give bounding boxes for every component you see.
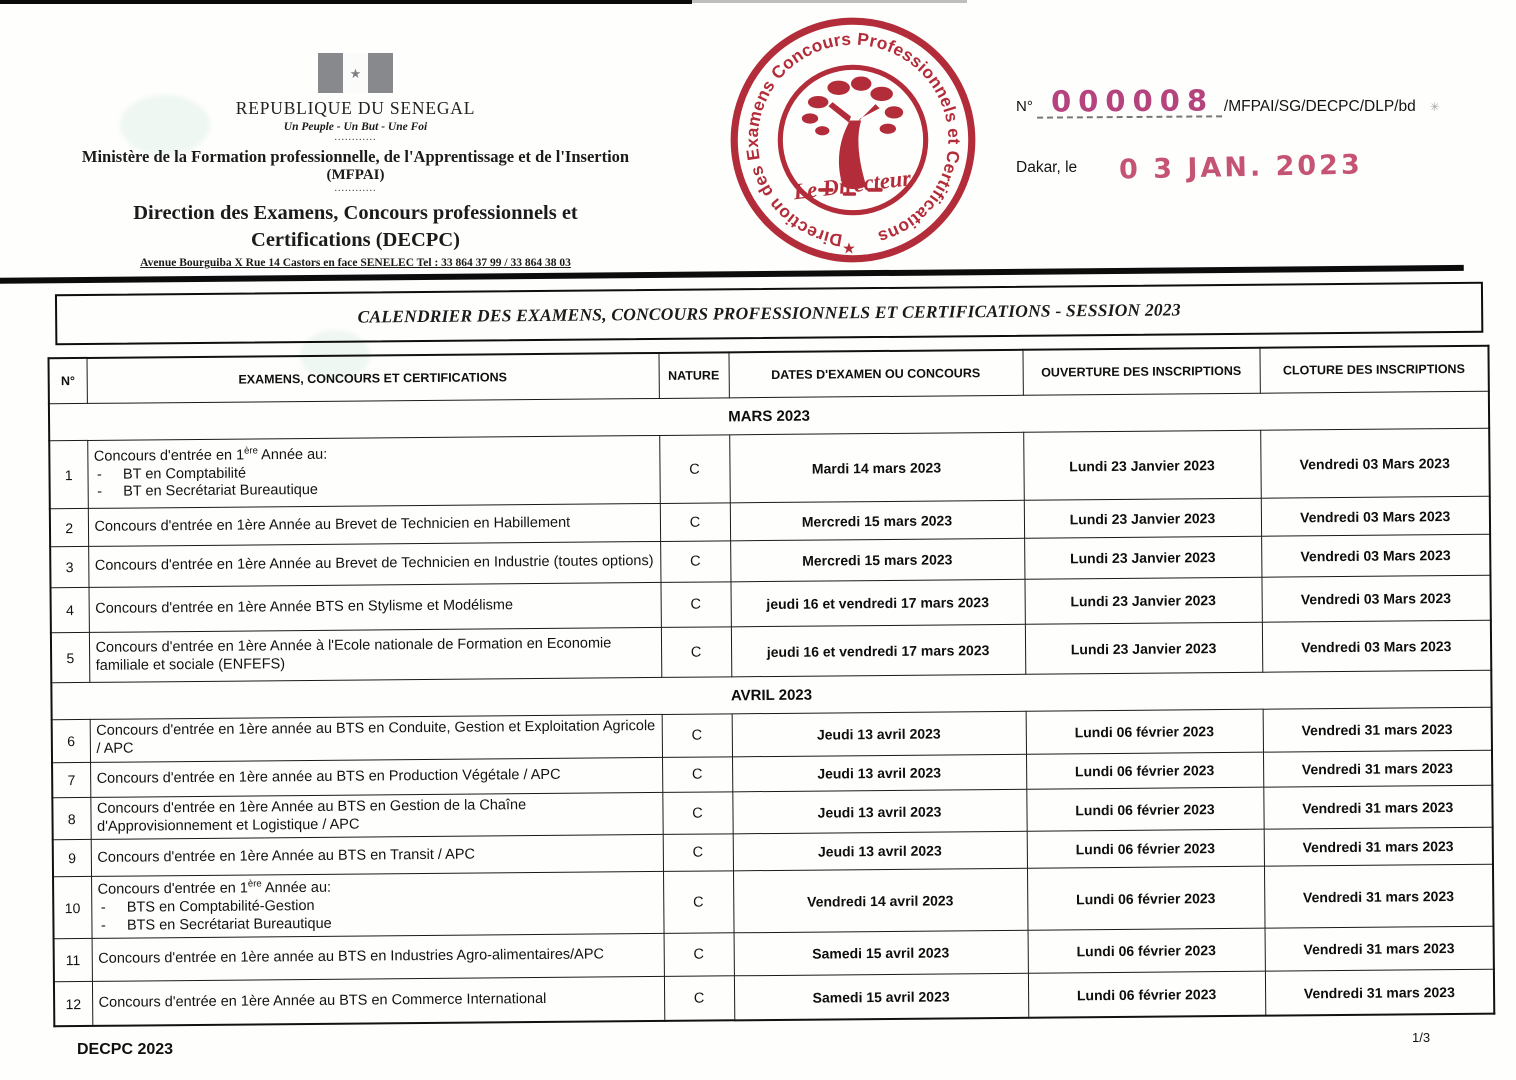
page-number: 1/3 (1412, 1030, 1431, 1045)
opening-date-cell: Lundi 06 février 2023 (1026, 752, 1263, 789)
row-number: 4 (51, 587, 89, 632)
section-header: MARS 2023 (49, 391, 1489, 441)
col-header-exam-dates: DATES D'EXAMEN OU CONCOURS (728, 350, 1022, 398)
exam-label: Concours d'entrée en 1ère Année BTS en Stylisme et Modélisme (95, 597, 514, 618)
row-number: 7 (52, 762, 90, 797)
opening-date-cell: Lundi 06 février 2023 (1027, 830, 1264, 869)
exam-date-cell: Samedi 15 avril 2023 (734, 974, 1028, 1021)
opening-date-cell: Lundi 23 Janvier 2023 (1023, 430, 1261, 500)
section-header: AVRIL 2023 (51, 670, 1491, 720)
closing-date-cell: Vendredi 31 mars 2023 (1264, 828, 1493, 867)
city-label: Dakar, le (1016, 158, 1078, 176)
document-title: CALENDRIER DES EXAMENS, CONCOURS PROFESSIONNELS ET CERTIFICATIONS - SESSION 2023 (357, 299, 1181, 327)
closing-date-cell: Vendredi 31 mars 2023 (1263, 707, 1492, 752)
ministry-name: Ministère de la Formation professionnelle, de l'Apprentissage et de l'Insertion (81, 147, 630, 166)
exam-name-cell (90, 792, 662, 839)
exam-date-cell: jeudi 16 et vendredi 17 mars 2023 (730, 579, 1024, 627)
thick-divider-line (0, 265, 1464, 284)
exam-sub-item: - BT en Secrétariat Bureautique (97, 482, 319, 501)
faint-asterisk-mark: ✳ (1429, 100, 1440, 114)
footer-decpc: DECPC 2023 (77, 1041, 174, 1058)
exam-sub-item: - BTS en Secrétariat Bureautique (100, 915, 332, 934)
stamp-center-text: Le Directeur (791, 165, 913, 205)
exam-name-cell (90, 714, 662, 762)
closing-date-cell: Vendredi 31 mars 2023 (1263, 785, 1492, 829)
opening-date-cell: Lundi 23 Janvier 2023 (1024, 498, 1261, 538)
row-number: 1 (49, 440, 88, 508)
direction-line1: Direction des Examens, Concours professionnels et (133, 202, 578, 224)
ministry-acronym: (MFPAI) (326, 167, 385, 183)
exam-label: Concours d'entrée en 1ère Année au BTS en Gestion de la Chaîne d'Approvisionnement et Logistique / APC (96, 797, 527, 835)
nature-cell: C (663, 871, 734, 933)
row-number: 8 (52, 797, 90, 840)
row-number: 12 (54, 982, 92, 1026)
closing-date-cell: Vendredi 03 Mars 2023 (1261, 534, 1490, 577)
row-number: 6 (52, 719, 90, 762)
col-header-exams: EXAMENS, CONCOURS ET CERTIFICATIONS (87, 353, 659, 403)
opening-date-cell: Lundi 06 février 2023 (1027, 867, 1265, 931)
exam-name-cell (89, 627, 661, 682)
nature-cell: C (661, 627, 731, 678)
address-line: Avenue Bourguiba X Rue 14 Castors en face SENELEC Tel : 33 864 37 99 / 33 864 38 03 (140, 257, 571, 270)
row-number: 5 (51, 632, 89, 682)
exam-label: Concours d'entrée en 1ère année au BTS en Industries Agro-alimentaires/APC (98, 946, 605, 968)
row-number: 9 (53, 840, 91, 877)
reference-number-stamp: 000008 (1037, 85, 1222, 118)
opening-date-cell: Lundi 23 Janvier 2023 (1024, 536, 1261, 579)
col-header-num: N° (49, 358, 87, 404)
exam-name-cell (88, 541, 660, 587)
exam-name-cell (87, 435, 660, 508)
exam-name-cell (92, 934, 664, 982)
stamp-star-icon: ★ (842, 240, 856, 258)
reference-label: N° (1016, 98, 1033, 115)
nature-cell: C (664, 976, 734, 1021)
nature-cell: C (660, 582, 730, 628)
separator-dots: ............ (334, 183, 377, 194)
exam-label: Concours d'entrée en 1ère Année au BTS en Transit / APC (97, 846, 476, 866)
closing-date-cell: Vendredi 31 mars 2023 (1265, 926, 1494, 971)
nature-cell: C (662, 714, 732, 758)
exam-label: Concours d'entrée en 1ère année au BTS en Conduite, Gestion et Exploitation Agricole / APC (96, 718, 656, 757)
col-header-closing: CLOTURE DES INSCRIPTIONS (1259, 346, 1488, 393)
exam-sub-item: - BT en Comptabilité (96, 465, 247, 483)
exam-label: Concours d'entrée en 1ère Année au: (97, 878, 332, 899)
exam-label: Concours d'entrée en 1ère Année au Brevet de Technicien en Habillement (94, 514, 571, 535)
nature-cell: C (662, 792, 732, 835)
nature-cell: C (662, 757, 732, 793)
exam-label: Concours d'entrée en 1ère Année à l'Ecole nationale de Formation en Economie familiale et sociale (ENFEFS) (95, 635, 612, 674)
nature-cell: C (660, 503, 730, 542)
closing-date-cell: Vendredi 03 Mars 2023 (1261, 496, 1490, 536)
direction-line2: Certifications (DECPC) (251, 228, 460, 251)
opening-date-cell: Lundi 23 Janvier 2023 (1025, 622, 1262, 674)
separator-dots: ............ (334, 132, 377, 143)
calendar-table (47, 345, 1495, 1027)
nature-cell: C (660, 541, 730, 583)
row-number: 2 (50, 508, 88, 546)
opening-date-cell: Lundi 23 Janvier 2023 (1024, 577, 1261, 624)
table-row (49, 428, 1490, 509)
exam-label: Concours d'entrée en 1ère Année au Brevet de Technicien en Industrie (toutes options) (94, 553, 654, 575)
exam-sub-item: - BTS en Comptabilité-Gestion (100, 897, 315, 916)
closing-date-cell: Vendredi 03 Mars 2023 (1262, 620, 1491, 672)
exam-label: Concours d'entrée en 1ère Année au: (93, 445, 328, 465)
exam-name-cell (88, 503, 660, 546)
nature-cell: C (663, 834, 733, 872)
closing-date-cell: Vendredi 31 mars 2023 (1263, 750, 1492, 787)
title-box (55, 282, 1483, 345)
exam-label: Concours d'entrée en 1ère Année au BTS en Commerce International (98, 990, 547, 1011)
opening-date-cell: Lundi 06 février 2023 (1026, 787, 1263, 831)
opening-date-cell: Lundi 06 février 2023 (1028, 928, 1265, 973)
exam-date-cell: Jeudi 13 avril 2023 (732, 789, 1026, 834)
country-name: REPUBLIQUE DU SENEGAL (235, 98, 476, 118)
flag-star-icon: ★ (349, 65, 362, 81)
exam-date-cell: Mercredi 15 mars 2023 (730, 538, 1024, 582)
row-number: 10 (53, 877, 92, 939)
exam-date-cell: Vendredi 14 avril 2023 (733, 869, 1028, 933)
exam-name-cell (89, 582, 661, 632)
closing-date-cell: Vendredi 31 mars 2023 (1265, 969, 1494, 1015)
exam-date-cell: Mercredi 15 mars 2023 (730, 500, 1024, 541)
exam-date-cell: Jeudi 13 avril 2023 (733, 832, 1027, 872)
closing-date-cell: Vendredi 31 mars 2023 (1264, 865, 1494, 929)
exam-name-cell (91, 872, 664, 939)
stamp-ring-text: Direction des Examens Concours Professionnels et Certifications (741, 28, 965, 251)
exam-date-cell: Samedi 15 avril 2023 (734, 931, 1028, 977)
exam-date-cell: Jeudi 13 avril 2023 (732, 711, 1026, 757)
row-number: 11 (54, 939, 92, 982)
col-header-opening: OUVERTURE DES INSCRIPTIONS (1022, 348, 1259, 396)
exam-name-cell (90, 757, 662, 797)
exam-date-cell: jeudi 16 et vendredi 17 mars 2023 (731, 624, 1025, 677)
closing-date-cell: Vendredi 03 Mars 2023 (1261, 575, 1490, 622)
reference-suffix: /MFPAI/SG/DECPC/DLP/bd (1223, 98, 1416, 115)
exam-label: Concours d'entrée en 1ère année au BTS en Production Végétale / APC (96, 766, 561, 788)
exam-name-cell (91, 835, 663, 877)
closing-date-cell: Vendredi 03 Mars 2023 (1260, 428, 1490, 498)
exam-name-cell (92, 977, 664, 1026)
date-stamp: 0 3 JAN. 2023 (1118, 149, 1364, 186)
row-number: 3 (50, 546, 88, 587)
opening-date-cell: Lundi 06 février 2023 (1026, 709, 1263, 754)
col-header-nature: NATURE (658, 352, 728, 398)
opening-date-cell: Lundi 06 février 2023 (1028, 971, 1265, 1017)
nature-cell: C (664, 933, 734, 977)
national-motto: Un Peuple - Un But - Une Foi (283, 121, 428, 133)
exam-date-cell: Jeudi 13 avril 2023 (732, 754, 1026, 792)
nature-cell: C (659, 435, 730, 504)
exam-date-cell: Mardi 14 mars 2023 (729, 432, 1024, 503)
